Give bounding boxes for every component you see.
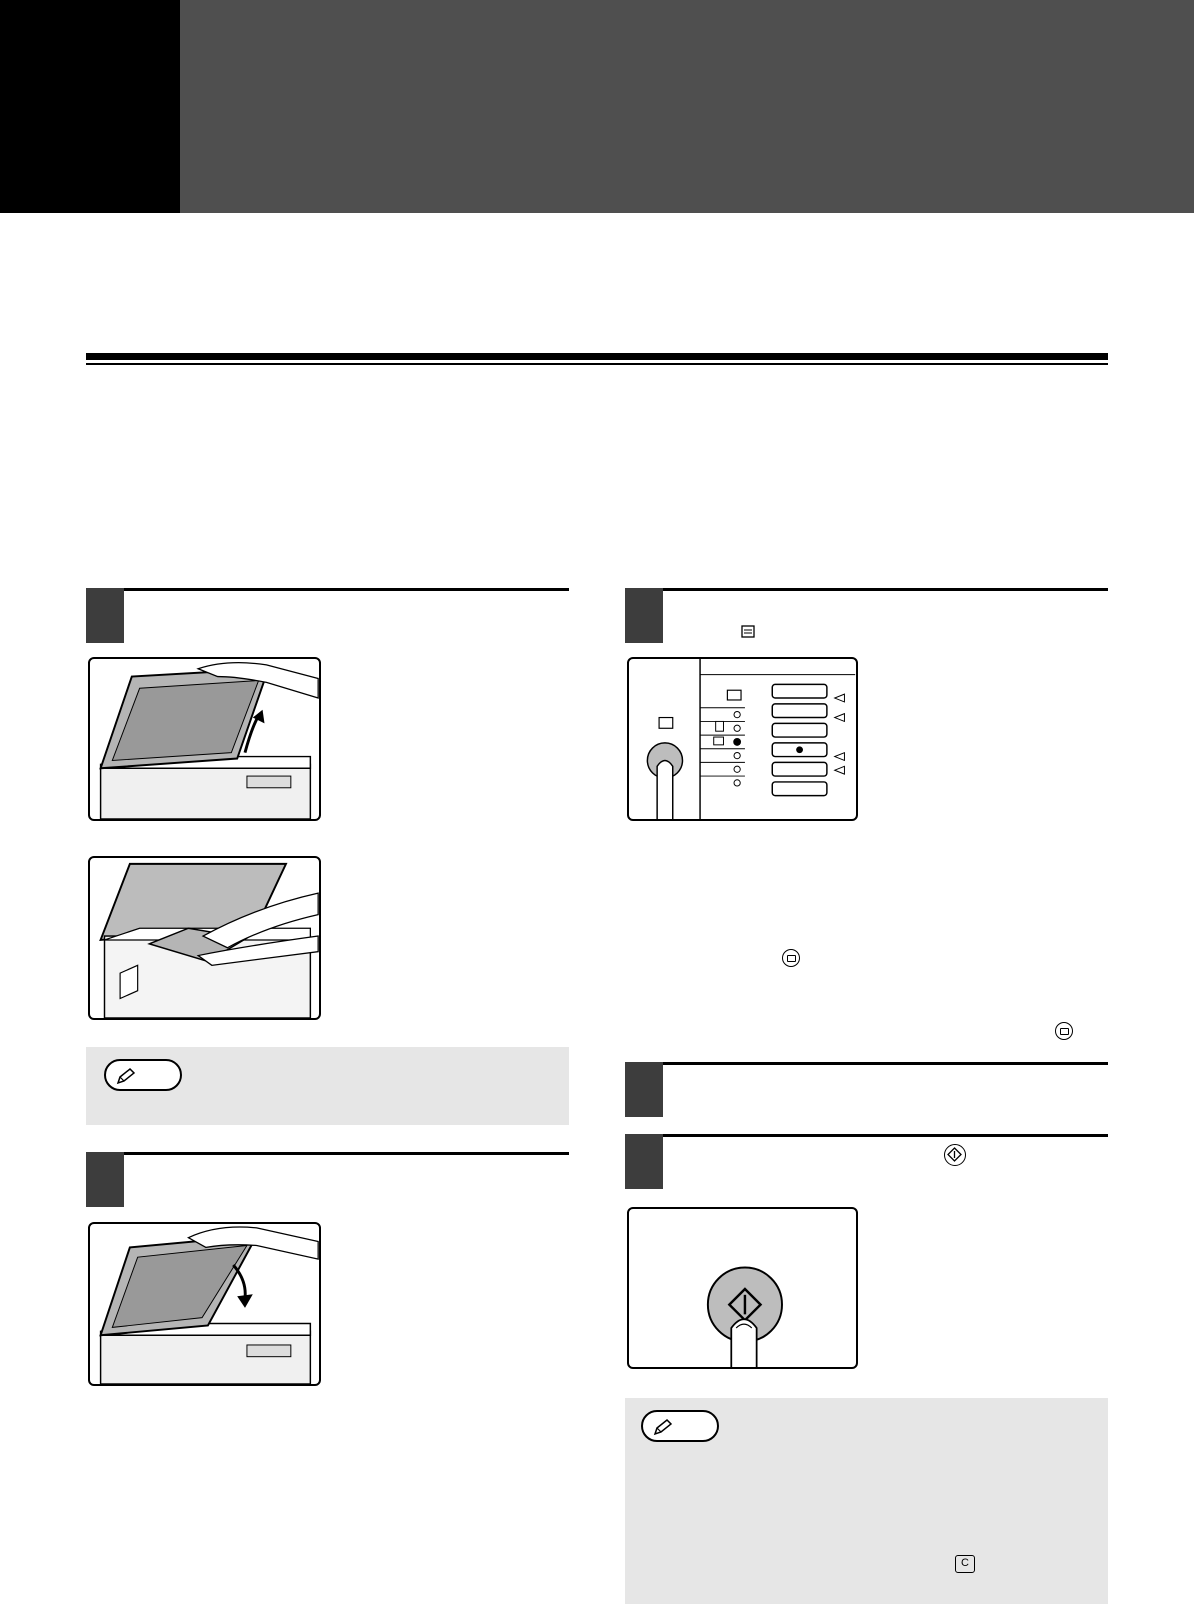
step-5-number-box [625,1134,663,1189]
original-type-key-icon-inline-2 [1055,1022,1073,1040]
chapter-title-band [180,0,1194,213]
operation-panel-figure [627,657,858,821]
step-1-number-box [86,588,124,643]
step-3-number-box [625,588,663,643]
pencil-icon [653,1418,675,1436]
original-type-key-icon-inline [782,949,800,967]
pencil-icon [116,1067,138,1085]
start-key-icon [944,1144,966,1166]
step-5-header-bar [625,1134,1108,1137]
step-2-header-bar [86,1152,569,1155]
step-1-header-bar [86,588,569,591]
clear-key-icon: C [955,1555,975,1573]
original-type-key-icon [740,625,756,639]
step-3-header-bar [625,588,1108,591]
raise-cover-figure [88,657,321,821]
note-badge [641,1410,719,1442]
step-2-number-box [86,1152,124,1207]
step-4-number-box [625,1062,663,1117]
note-panel-right [625,1398,1108,1604]
note-panel-left [86,1047,569,1125]
note-badge [104,1059,182,1091]
step-4-header-bar [625,1062,1108,1065]
close-cover-figure [88,1222,321,1386]
start-key-figure [627,1207,858,1369]
section-rule-thin [86,363,1108,365]
chapter-number-block [0,0,180,213]
place-original-figure [88,856,321,1020]
section-rule-thick [86,353,1108,360]
